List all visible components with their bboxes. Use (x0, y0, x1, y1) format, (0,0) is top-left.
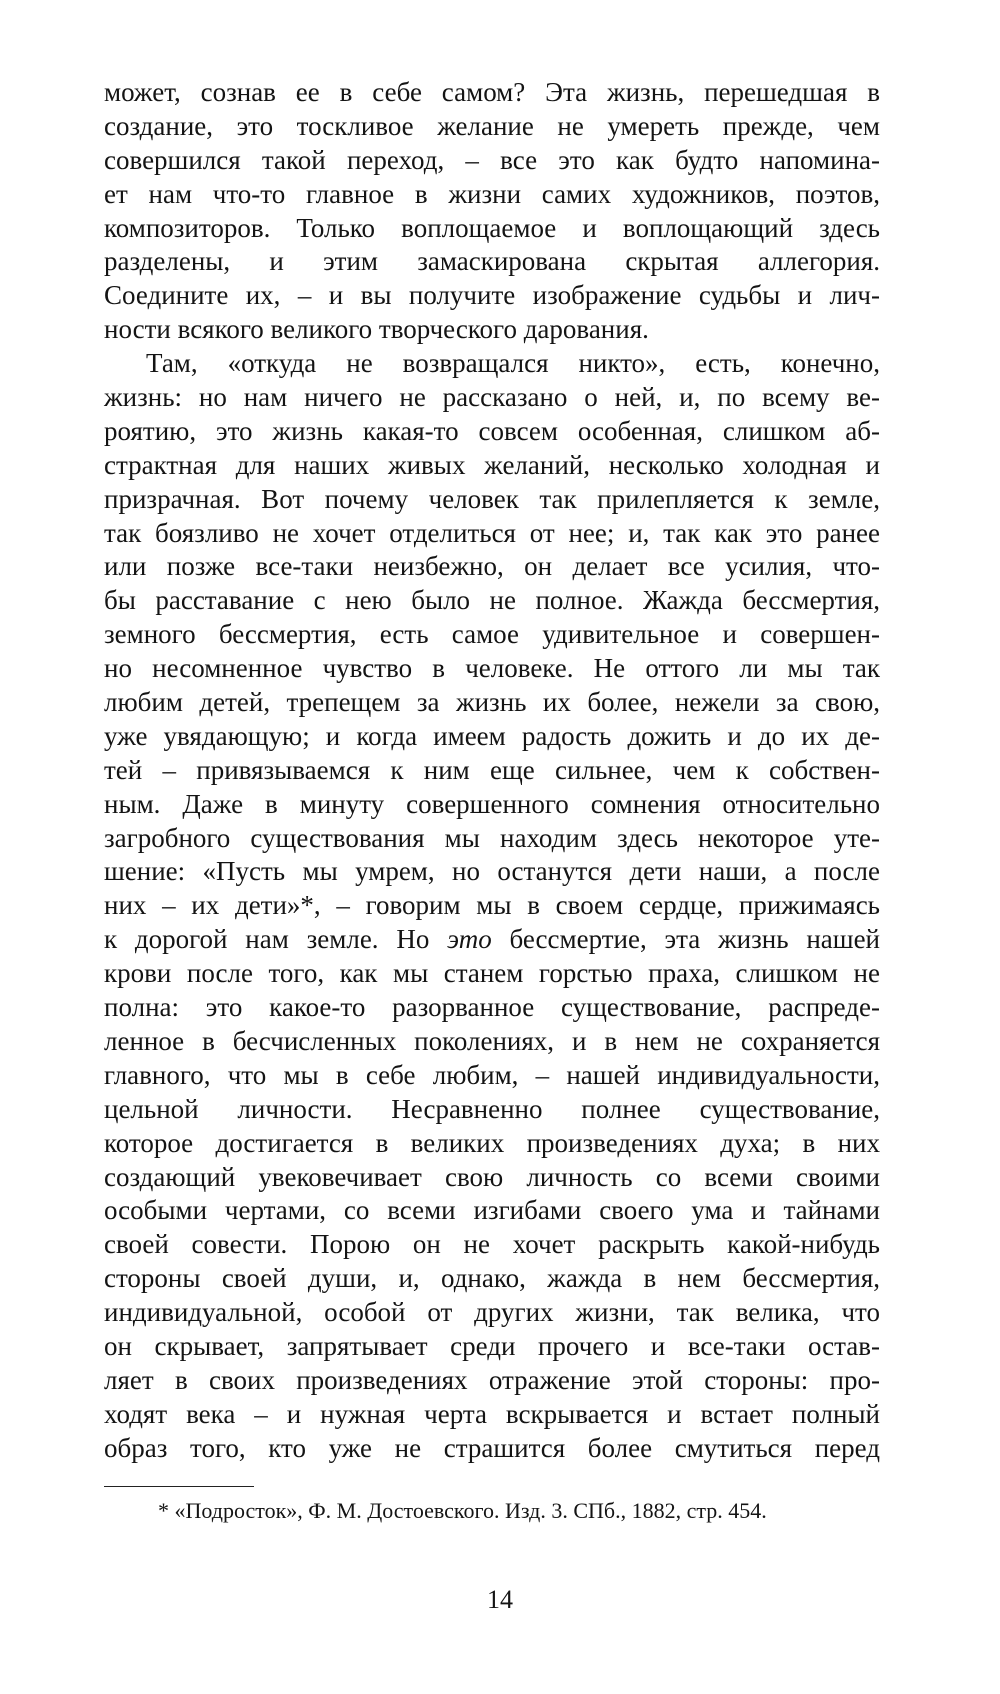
text-line: главного, что мы в себе любим, – нашей индивидуальности, (104, 1059, 880, 1090)
text-line: крови после того, как мы станем горстью праха, слишком не (104, 958, 880, 989)
text-line: Соедините их, – и вы получите изображение судьбы и лич- (104, 280, 880, 311)
text-line: разделены, и этим замаскирована скрытая аллегория. (104, 246, 880, 277)
text-line: шение: «Пусть мы умрем, но останутся дети наши, а после (104, 856, 880, 887)
text-line: призрачная. Вот почему человек так прилепляется к земле, (104, 483, 880, 514)
footnote-divider (104, 1486, 254, 1487)
text-line: бы расставание с нею было не полное. Жажда бессмертия, (104, 585, 880, 616)
footnote: * «Подросток», Ф. М. Достоевского. Изд. 3. СПб., 1882, стр. 454. (158, 1498, 767, 1523)
text-line: может, сознав ее в себе самом? Эта жизнь, перешедшая в (104, 77, 880, 107)
text-line: или позже все-таки неизбежно, он делает все усилия, что- (104, 551, 880, 582)
text-line: тей – привязываемся к ним еще сильнее, чем к собствен- (104, 754, 880, 785)
text-line: которое достигается в великих произведениях духа; в них (104, 1127, 880, 1158)
text-line: них – их дети»*, – говорим мы в своем сердце, прижимаясь (104, 890, 880, 921)
text-line: индивидуальной, особой от других жизни, так велика, что (104, 1297, 880, 1328)
text-line: земного бессмертия, есть самое удивительное и совершен- (104, 619, 880, 650)
paragraph-2 (104, 347, 880, 1465)
text-line-with-italic: к дорогой нам земле. Но это бессмертие, эта жизнь нашей (104, 924, 880, 955)
text-line: особыми чертами, со всеми изгибами своего ума и тайнами (104, 1195, 880, 1226)
text-line: создание, это тоскливое желание не умереть прежде, чем (104, 110, 880, 141)
text-line: жизнь: но нам ничего не рассказано о ней, и, по всему ве- (104, 382, 880, 413)
text-line: но несомненное чувство в человеке. Не оттого ли мы так (104, 653, 880, 684)
italic-word: это (447, 924, 492, 955)
text-line: создающий увековечивает свою личность со всеми своими (104, 1161, 880, 1192)
text-line: образ того, кто уже не страшится более смутиться перед (104, 1432, 880, 1463)
text-line: своей совести. Порою он не хочет раскрыть какой-нибудь (104, 1229, 880, 1260)
text-line: загробного существования мы находим здесь некоторое уте- (104, 822, 880, 853)
text-line: полна: это какое-то разорванное существование, распреде- (104, 992, 880, 1023)
page-number: 14 (487, 1585, 513, 1614)
text-line: ходят века – и нужная черта вскрывается и встает полный (104, 1398, 880, 1429)
text-line: роятию, это жизнь какая-то совсем особенная, слишком аб- (104, 415, 880, 446)
text-line: композиторов. Только воплощаемое и воплощающий здесь (104, 212, 880, 243)
text-line: Там, «откуда не возвращался никто», есть, конечно, (146, 348, 880, 379)
text-line: ленное в бесчисленных поколениях, и в нем не сохраняется (104, 1025, 880, 1056)
text-line: любим детей, трепещем за жизнь их более, нежели за свою, (104, 687, 880, 718)
text-line: так боязливо не хочет отделиться от нее; и, так как это ранее (104, 517, 880, 548)
text-line: он скрывает, запрятывает среди прочего и все-таки остав- (104, 1330, 880, 1361)
text-line: цельной личности. Несравненно полнее существование, (104, 1093, 880, 1124)
main-text (104, 76, 880, 1466)
text-line: ляет в своих произведениях отражение этой стороны: про- (104, 1364, 880, 1395)
text-line: ет нам что-то главное в жизни самих художников, поэтов, (104, 178, 880, 209)
paragraph-1 (104, 76, 880, 347)
text-line: стороны своей души, и, однако, жажда в нем бессмертия, (104, 1263, 880, 1294)
text-line: совершился такой переход, – все это как будто напомина- (104, 144, 880, 175)
text-line: ным. Даже в минуту совершенного сомнения относительно (104, 788, 880, 819)
text-line: уже увядающую; и когда имеем радость дожить и до их де- (104, 720, 880, 751)
text-line: страктная для наших живых желаний, несколько холодная и (104, 449, 880, 480)
text-line: ности всякого великого творческого дарования. (104, 314, 649, 345)
